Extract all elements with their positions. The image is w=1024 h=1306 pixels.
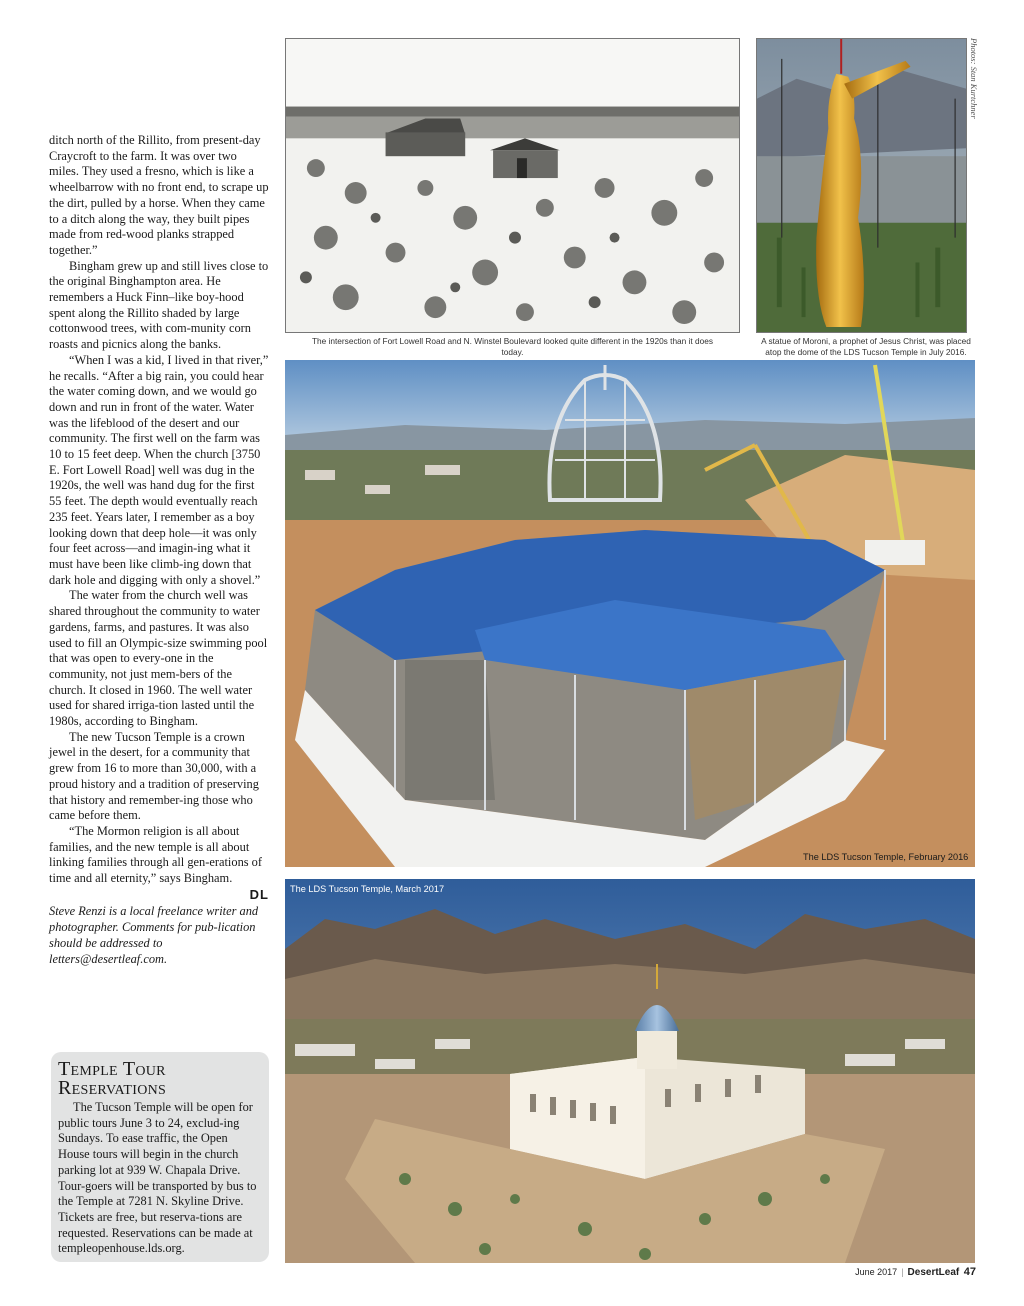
footer-date: June 2017 [855, 1267, 898, 1277]
article-column [49, 133, 269, 967]
footer-separator: | [901, 1267, 904, 1277]
completed-temple-caption: The LDS Tucson Temple, March 2017 [290, 884, 445, 894]
statue-photo-credit-wrap [968, 38, 982, 130]
page-number: 47 [963, 1266, 976, 1278]
moroni-statue-photo [756, 38, 967, 333]
footer-magazine-name: DesertLeaf [907, 1267, 960, 1278]
construction-photo-caption: The LDS Tucson Temple, February 2016 [803, 852, 969, 862]
statue-photo-caption: A statue of Moroni, a prophet of Jesus Christ, was placed atop the dome of the LDS Tucson Temple in July 2016. [761, 336, 971, 357]
sidebar-title-line1: Temple Tour [58, 1058, 166, 1080]
article-paragraph: Bingham grew up and still lives close to the original Binghampton area. He remembers a Huck Finn–like boy-hood spent along the Rillito shaded by large cottonwood trees, with com-munity corn roasts and picnics along the banks. [49, 258, 269, 352]
sidebar-title-line2: Reservations [58, 1077, 167, 1099]
historic-photo [285, 38, 740, 333]
sidebar-title [58, 1060, 262, 1098]
temple-tour-sidebar [51, 1052, 269, 1262]
end-mark: DL [249, 886, 269, 902]
author-bio: Steve Renzi is a local freelance writer and photographer. Comments for pub-lication should be addressed to letters@desertleaf.com. [49, 904, 259, 966]
article-paragraph: “When I was a kid, I lived in that river,” he recalls. “After a big rain, you could hear the water coming down, and we would go down and run in front of the water. Water was the lifeblood of the desert and our community. The first well on the farm was 10 to 15 feet deep. When the church [3750 E. Fort Lowell Road] well was dug in the 1920s, the well was hand dug for the first 55 feet. The depth would eventually reach 235 feet. Years later, I remember as a boy looking down that deep hole—it was only four feet across—and imagin-ing what it must have been like climb-ing down that dark hole and digging with only a shovel.” [49, 352, 269, 587]
completed-temple-photo [285, 879, 975, 1263]
historic-photo-caption: The intersection of Fort Lowell Road and N. Winstel Boulevard looked quite different in the 1920s than it does today. [311, 336, 714, 357]
article-paragraph: The new Tucson Temple is a crown jewel in the desert, for a community that grew from 16 to more than 30,000, with a proud history and a tradition of preserving that history and remember-ing those who came before them. [49, 729, 259, 823]
article-body [49, 133, 269, 887]
statue-photo-credit: Photos: Stan Kurtchner [969, 38, 979, 119]
page-footer [855, 1266, 976, 1278]
sidebar-body: The Tucson Temple will be open for public tours June 3 to 24, exclud-ing Sundays. To ease traffic, the Open House tours will begin in the church parking lot at 939 W. Chapala Drive. Tour-goers will be transported by bus to the Temple at 7281 N. Skyline Drive. Tickets are free, but reserva-tions are requested. Reservations can be made at templeopenhouse.lds.org. [58, 1100, 257, 1256]
article-paragraph: The water from the church well was shared throughout the community to water gardens, farms, and pastures. It was also used to fill an Olympic-size swimming pool that was open to every-one in the community, not just mem-bers of the church. It closed in 1960. The well water used for shared irriga-tion lasted until the 1980s, according to Bingham. [49, 588, 268, 729]
article-paragraph: ditch north of the Rillito, from present-day Craycroft to the farm. It was over two miles. They used a fresno, which is like a wheelbarrow with no front end, to scrape up the dirt, pulled by a horse. When they came to a ditch along the way, they built pipes made from red-wood planks strapped together.” [49, 133, 269, 257]
article-paragraph: “The Mormon religion is all about families, and the new temple is all about linking families through all gen-erations of time and all eternity,” says Bingham. [49, 823, 263, 886]
construction-photo [285, 360, 975, 867]
